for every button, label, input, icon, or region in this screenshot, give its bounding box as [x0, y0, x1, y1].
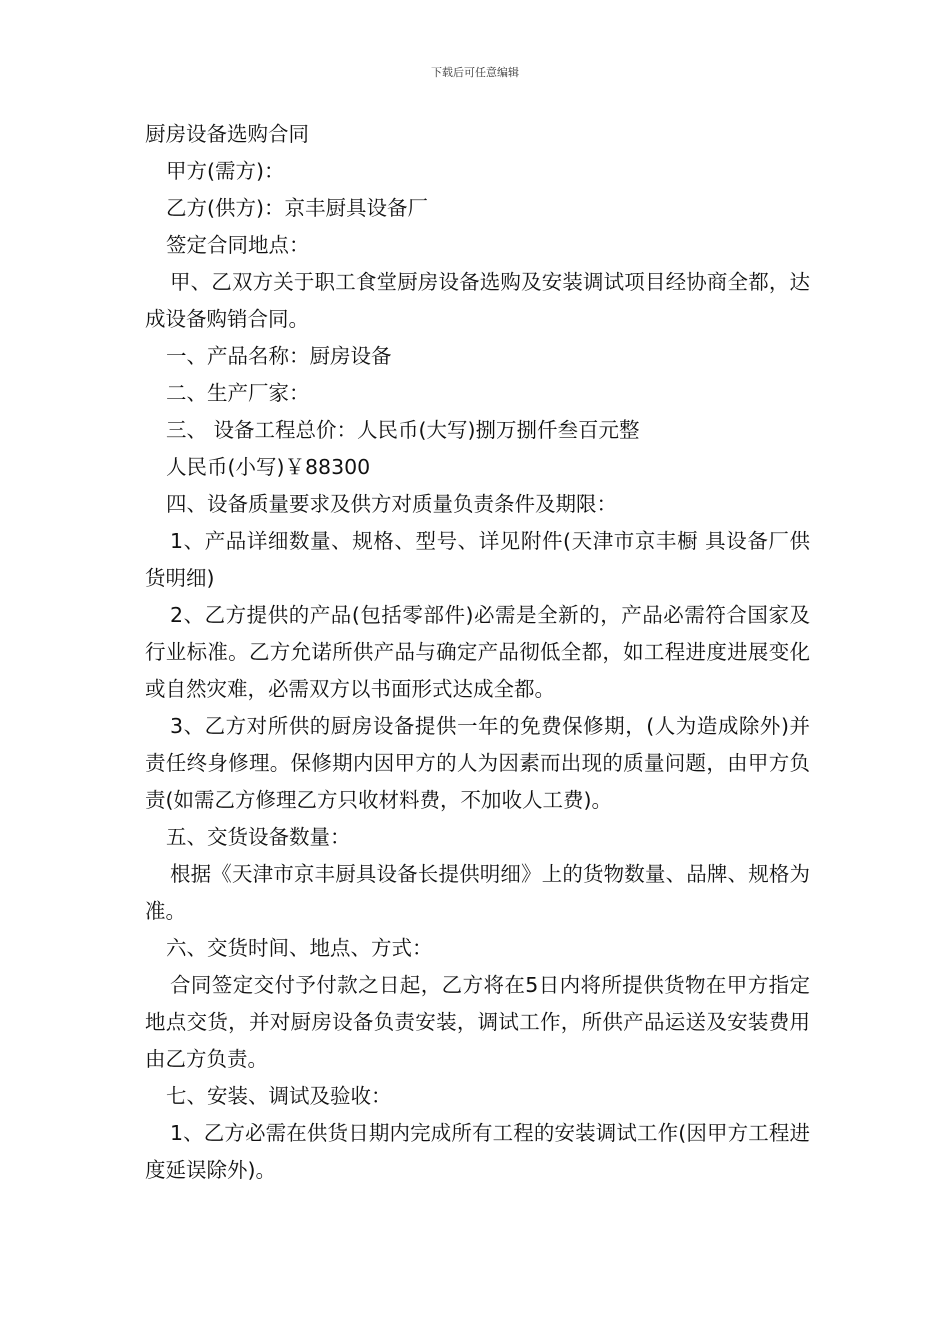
- section-4: 四、设备质量要求及供方对质量负责条件及期限：: [166, 492, 617, 516]
- section-6: 六、交货时间、地点、方式：: [166, 936, 433, 960]
- section-2: 二、生产厂家：: [166, 381, 310, 405]
- intro-paragraph: 甲、乙双方关于职工食堂厨房设备选购及安装调试项目经协商全都，达成设备购销合同。: [145, 270, 810, 331]
- contract-title: 厨房设备选购合同: [145, 122, 309, 146]
- section-3-small: 人民币(小写)￥88300: [166, 455, 371, 479]
- section-4-item-2: 2、乙方提供的产品(包括零部件)必需是全新的，产品必需符合国家及行业标准。乙方允诺所供产品与确定产品彻低全都，如工程进度进展变化或自然灾难，必需双方以书面形式达成全都。: [145, 603, 810, 701]
- sign-place: 签定合同地点：: [166, 233, 310, 257]
- section-5-text: 根据《天津市京丰厨具设备长提供明细》上的货物数量、品牌、规格为准。: [145, 862, 810, 923]
- section-1: 一、产品名称：厨房设备: [166, 344, 392, 368]
- party-b: 乙方(供方)：京丰厨具设备厂: [166, 196, 428, 220]
- section-4-item-3: 3、乙方对所供的厨房设备提供一年的免费保修期，(人为造成除外)并责任终身修理。保修期内因甲方的人为因素而出现的质量问题，由甲方负责(如需乙方修理乙方只收材料费，不加收人工费)。: [145, 714, 810, 812]
- section-7: 七、安装、调试及验收：: [166, 1084, 392, 1108]
- section-7-item-1: 1、乙方必需在供货日期内完成所有工程的安装调试工作(因甲方工程进度延误除外)。: [145, 1121, 810, 1182]
- section-4-item-1: 1、产品详细数量、规格、型号、详见附件(天津市京丰橱 具设备厂供货明细): [145, 529, 810, 590]
- section-3: 三、 设备工程总价：人民币(大写)捌万捌仟叁百元整: [166, 418, 640, 442]
- section-5: 五、交货设备数量：: [166, 825, 351, 849]
- page-header: 下载后可任意编辑: [431, 66, 519, 79]
- section-6-text: 合同签定交付予付款之日起，乙方将在5日内将所提供货物在甲方指定地点交货，并对厨房设备负责安装，调试工作，所供产品运送及安装费用由乙方负责。: [145, 973, 810, 1071]
- party-a: 甲方(需方)：: [166, 159, 285, 183]
- document-body: [145, 116, 810, 1189]
